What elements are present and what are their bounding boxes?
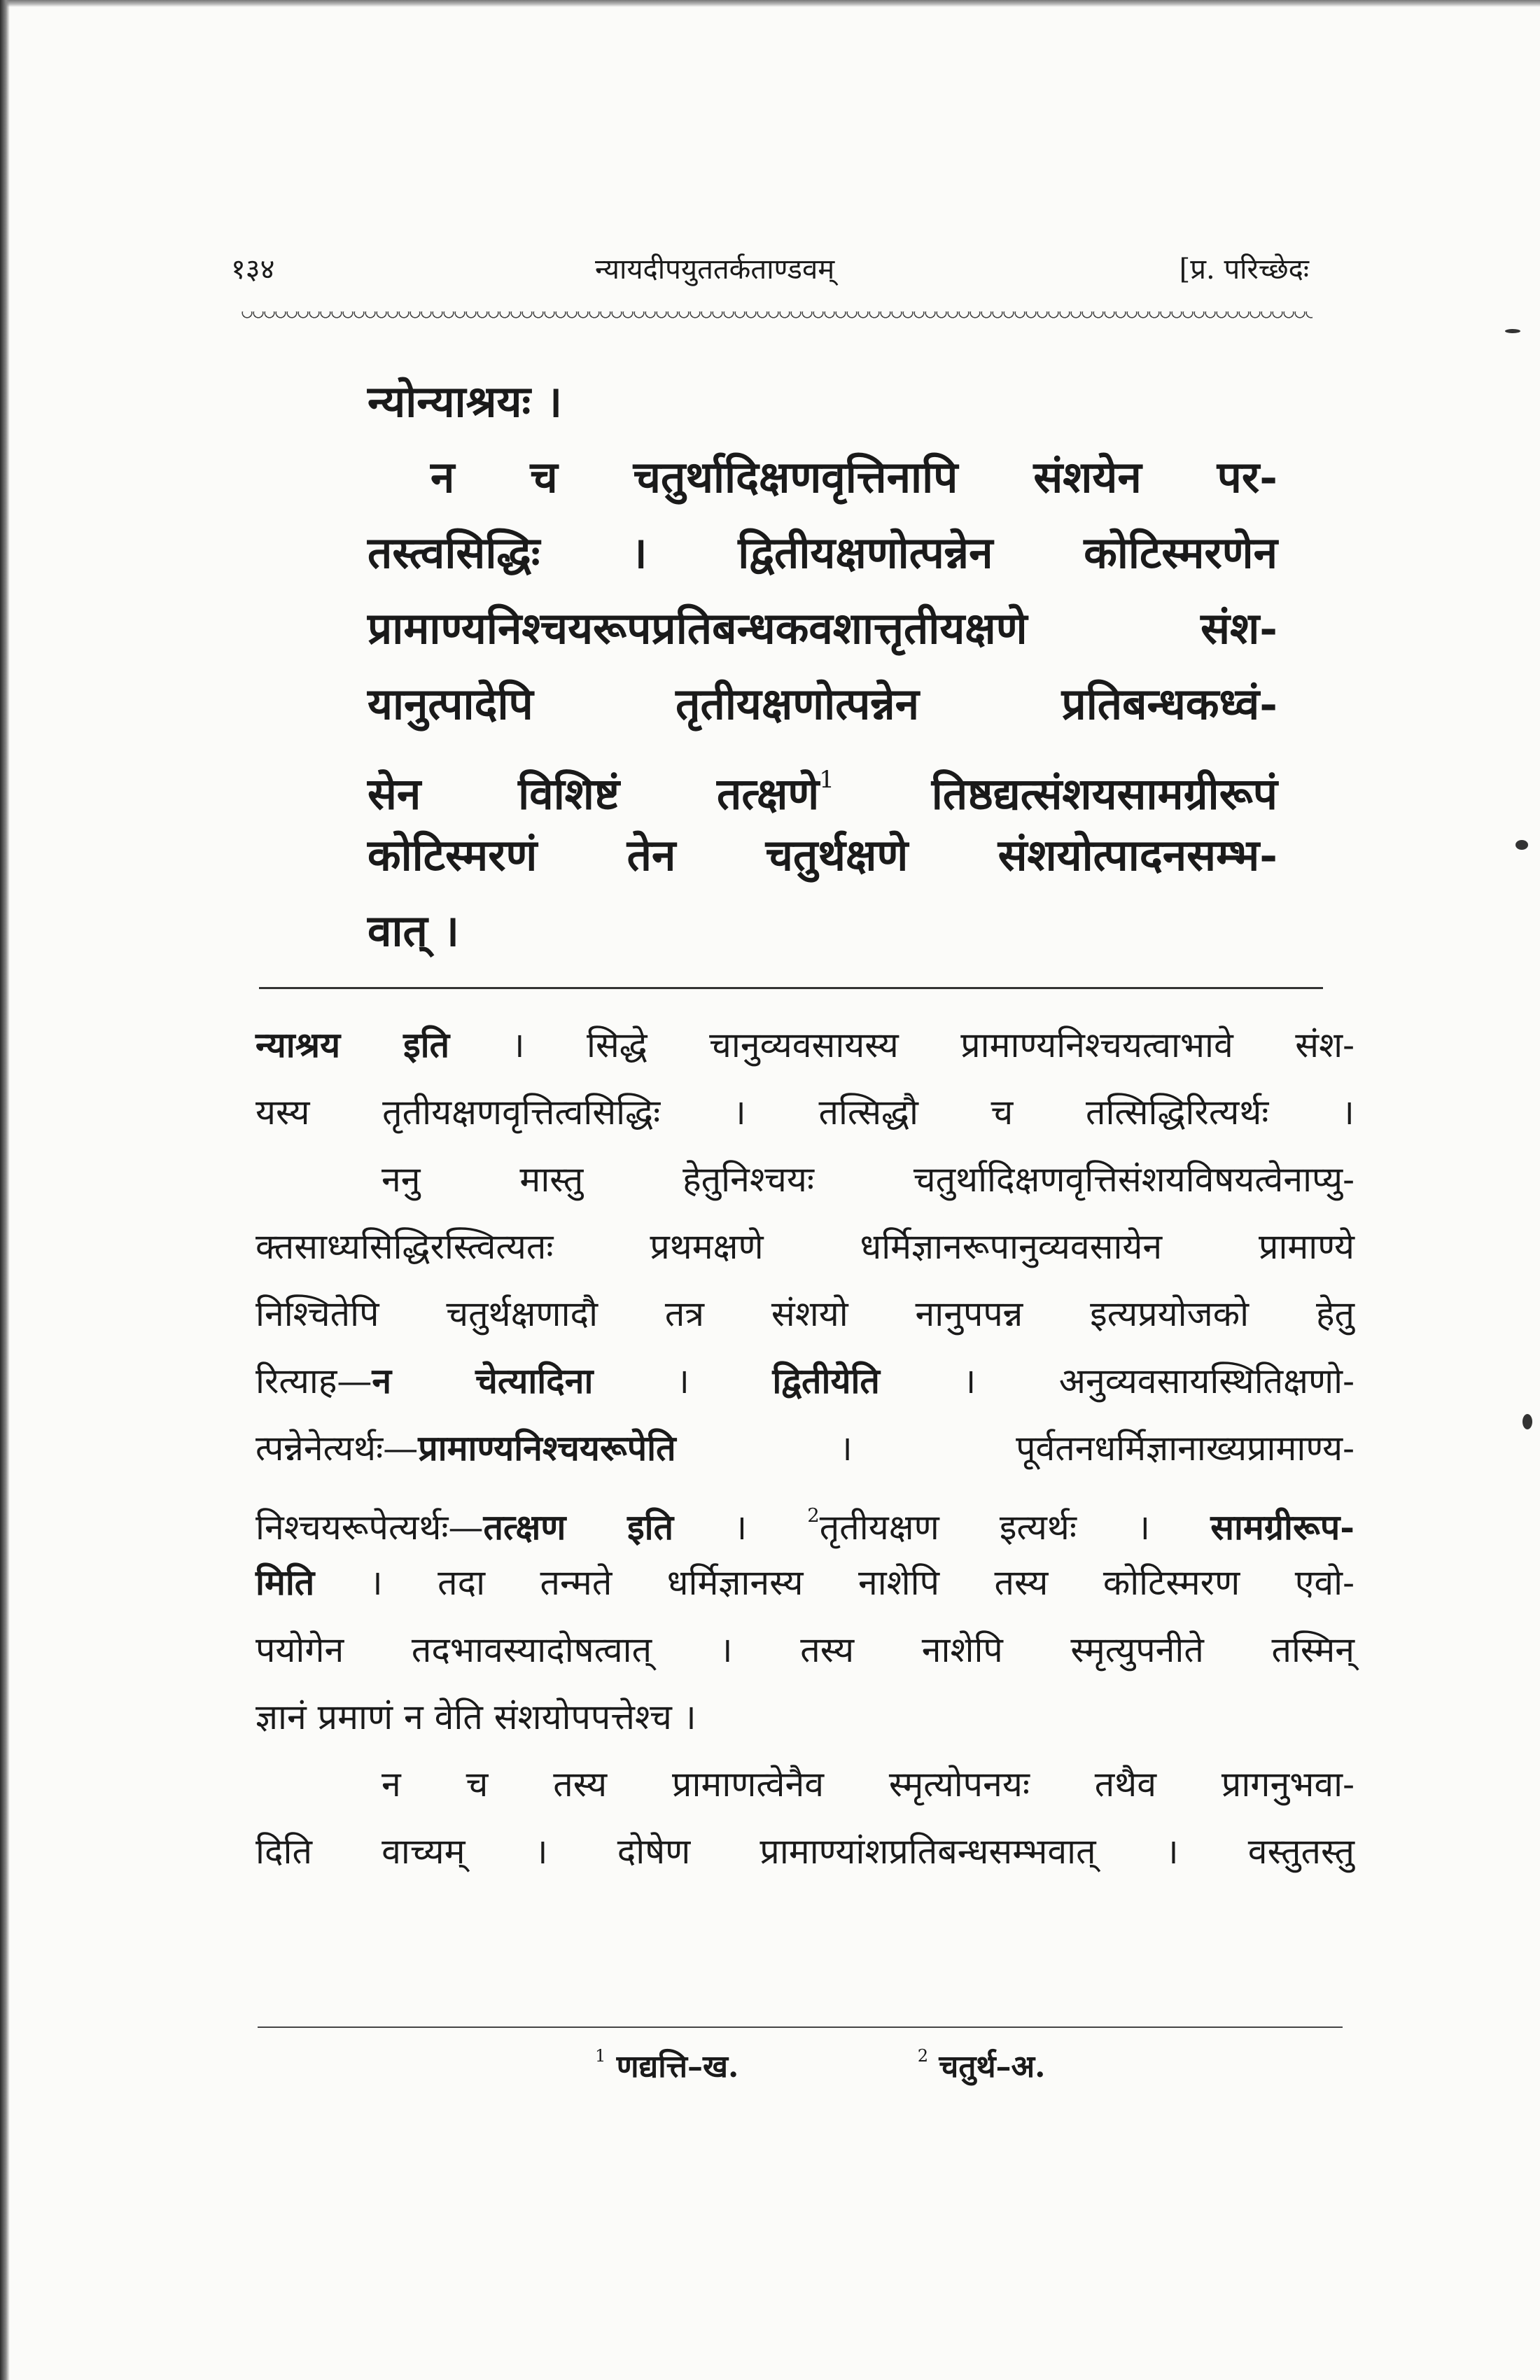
book-title: न्यायदीपयुततर्कताण्डवम् — [595, 253, 835, 286]
lemma: न चेत्यादिना — [372, 1360, 594, 1401]
lemma: मिति — [255, 1562, 315, 1603]
commentary-line: न च तस्य प्रामाणत्वेनैव स्मृत्योपनयः तथैव प्रागनुभवा- — [382, 1764, 1354, 1805]
lemma: प्रामाण्यनिश्चयरूपेति — [418, 1427, 676, 1469]
commentary-line: पयोगेन तदभावस्यादोषत्वात् । तस्य नाशेपि स्मृत्युपनीते तस्मिन् — [255, 1630, 1354, 1670]
commentary-line: निश्चितेपि चतुर्थक्षणादौ तत्र संशयो नानुपपन्न इत्यप्रयोजको हेतु — [255, 1294, 1354, 1334]
commentary-text — [255, 1011, 1354, 1885]
footnote-divider — [258, 2026, 1343, 2028]
commentary-span: तृतीयक्षण इत्यर्थः । — [819, 1506, 1211, 1548]
footnote-number: 2 — [917, 2046, 929, 2066]
main-line — [368, 742, 1278, 818]
footnote-2 — [917, 2046, 1130, 2085]
commentary-span: त्पन्नेनेत्यर्थः— — [255, 1428, 419, 1469]
commentary-line — [255, 1549, 1354, 1616]
lemma: तत्क्षण इति — [483, 1506, 674, 1548]
commentary-line — [255, 1348, 1354, 1415]
commentary-line: दिति वाच्यम् । दोषेण प्रामाण्यांशप्रतिबन्धसम्भवात् । वस्तुतस्तु — [255, 1831, 1354, 1872]
main-line: तस्त्वसिद्धिः । द्वितीयक्षणोत्पन्नेन कोटिस्मरणेन — [368, 527, 1278, 578]
commentary-line — [255, 1482, 1354, 1549]
commentary-span: निश्चयरूपेत्यर्थः— — [255, 1506, 484, 1548]
commentary-span: । पूर्वतनधर्मिज्ञानाख्यप्रामाण्य- — [676, 1428, 1354, 1469]
scan-edge-top — [0, 0, 1540, 7]
footnote-1 — [595, 2046, 822, 2085]
scan-edge-left — [0, 0, 10, 2380]
running-header — [231, 241, 1309, 290]
main-line: कोटिस्मरणं तेन चतुर्थक्षणे संशयोत्पादनसम्भ- — [368, 830, 1278, 881]
footnote-number: 1 — [595, 2046, 606, 2066]
main-line: वात् । — [368, 905, 459, 956]
commentary-span: । सिद्धे चानुव्यवसायस्य प्रामाण्यनिश्चयत्वाभावे संश- — [449, 1025, 1354, 1065]
footnote-text: चतुर्थ–अ. — [939, 2049, 1046, 2085]
footnote-text: णद्यत्ति–ख. — [616, 2049, 739, 2085]
scan-speck — [1522, 1414, 1532, 1429]
header-wavy-rule — [241, 312, 1312, 321]
footnote-ref: 2 — [807, 1504, 820, 1527]
commentary-span: । — [593, 1361, 773, 1401]
commentary-line: यस्य तृतीयक्षणवृत्तित्वसिद्धिः । तत्सिद्धौ च तत्सिद्धिरित्यर्थः । — [255, 1092, 1354, 1133]
main-line: न च चतुर्थादिक्षणवृत्तिनापि संशयेन पर- — [430, 451, 1278, 503]
scan-speck — [1516, 840, 1528, 850]
main-line: न्योन्याश्रयः । — [368, 376, 563, 427]
commentary-span: । तदा तन्मते धर्मिज्ञानस्य नाशेपि तस्य कोटिस्मरण एवो- — [314, 1562, 1354, 1603]
main-line: प्रामाण्यनिश्चयरूपप्रतिबन्धकवशात्तृतीयक्षणे संश- — [368, 603, 1278, 654]
commentary-line — [255, 1415, 1354, 1482]
commentary-line: क्तसाध्यसिद्धिरस्त्वित्यतः प्रथमक्षणे धर्मिज्ञानरूपानुव्यवसायेन प्रामाण्ये — [255, 1226, 1354, 1267]
commentary-line: ज्ञानं प्रमाणं न वेति संशयोपपत्तेश्च । — [255, 1697, 696, 1737]
main-line: यानुत्पादेपि तृतीयक्षणोत्पन्नेन प्रतिबन्धकध्वं- — [368, 678, 1278, 729]
lemma: सामग्रीरूप- — [1210, 1506, 1354, 1548]
lemma: न्याश्रय इति — [255, 1024, 450, 1065]
commentary-span: । अनुव्यवसायस्थितिक्षणो- — [879, 1361, 1354, 1401]
section-label: [प्र. परिच्छेदः — [1179, 253, 1309, 286]
footnote-ref: 1 — [819, 766, 834, 794]
main-line-part: सेन विशिष्टं तत्क्षणे — [368, 768, 820, 820]
lemma: द्वितीयेति — [772, 1360, 880, 1401]
commentary-line: ननु मास्तु हेतुनिश्चयः चतुर्थादिक्षणवृत्तिसंशयविषयत्वेनाप्यु- — [382, 1159, 1354, 1200]
main-line-part: तिष्ठद्यत्संशयसामग्रीरूपं — [931, 768, 1278, 820]
commentary-span: रित्याह— — [255, 1361, 372, 1401]
commentary-line — [255, 1011, 1354, 1079]
footnotes — [595, 2044, 1214, 2086]
commentary-span: । — [673, 1506, 808, 1548]
main-text — [368, 364, 1278, 969]
page-number: १३४ — [231, 253, 275, 286]
commentary-divider — [259, 987, 1323, 989]
scan-speck — [1505, 329, 1520, 333]
